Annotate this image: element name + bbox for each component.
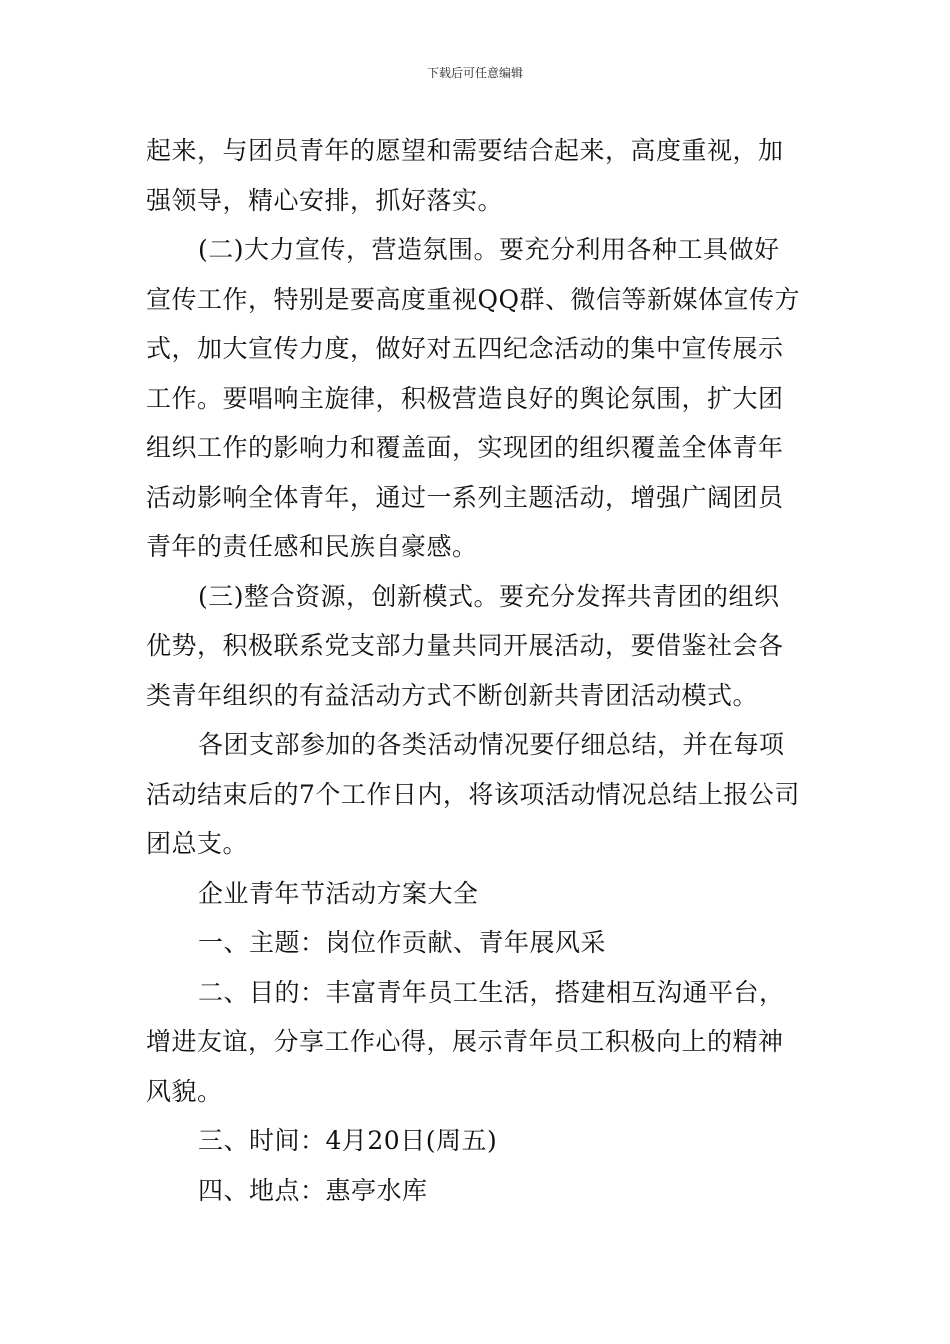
text-line: 宣传工作，特别是要高度重视QQ群、微信等新媒体宣传方 (146, 284, 800, 314)
text-line: 风貌。 (146, 1076, 223, 1106)
text-line: 一、主题：岗位作贡献、青年展风采 (198, 928, 607, 957)
text-line: 工作。要唱响主旋律，积极营造良好的舆论氛围，扩大团 (146, 383, 784, 413)
text-line: 活动结束后的7个工作日内，将该项活动情况总结上报公司 (146, 779, 800, 809)
text-line: 优势，积极联系党支部力量共同开展活动，要借鉴社会各 (146, 631, 784, 660)
text-line: 起来，与团员青年的愿望和需要结合起来，高度重视，加 (146, 136, 784, 165)
document-body (146, 126, 816, 1215)
page-header: 下载后可任意编辑 (426, 66, 523, 80)
text-line: 二、目的：丰富青年员工生活，搭建相互沟通平台， (198, 977, 785, 1007)
text-line: 组织工作的影响力和覆盖面，实现团的组织覆盖全体青年 (146, 433, 784, 462)
text-line: (二)大力宣传，营造氛围。要充分利用各种工具做好 (198, 235, 780, 264)
text-line: 四、地点：惠亭水库 (198, 1175, 428, 1205)
text-line: 活动影响全体青年，通过一系列主题活动，增强广阔团员 (146, 482, 784, 512)
text-line: 三、时间：4月20日(周五) (198, 1126, 498, 1155)
text-line: 强领导，精心安排，抓好落实。 (146, 185, 504, 215)
text-line: 类青年组织的有益活动方式不断创新共青团活动模式。 (146, 680, 759, 710)
text-line: 式，加大宣传力度，做好对五四纪念活动的集中宣传展示 (146, 334, 784, 363)
text-line: 青年的责任感和民族自豪感。 (146, 532, 478, 561)
text-line: 团总支。 (146, 829, 249, 858)
text-line: 增进友谊，分享工作心得，展示青年员工积极向上的精神 (146, 1027, 784, 1056)
text-line: 企业青年节活动方案大全 (198, 878, 479, 908)
text-line: 各团支部参加的各类活动情况要仔细总结，并在每项 (198, 730, 785, 759)
text-line: (三)整合资源，创新模式。要充分发挥共青团的组织 (198, 581, 780, 611)
